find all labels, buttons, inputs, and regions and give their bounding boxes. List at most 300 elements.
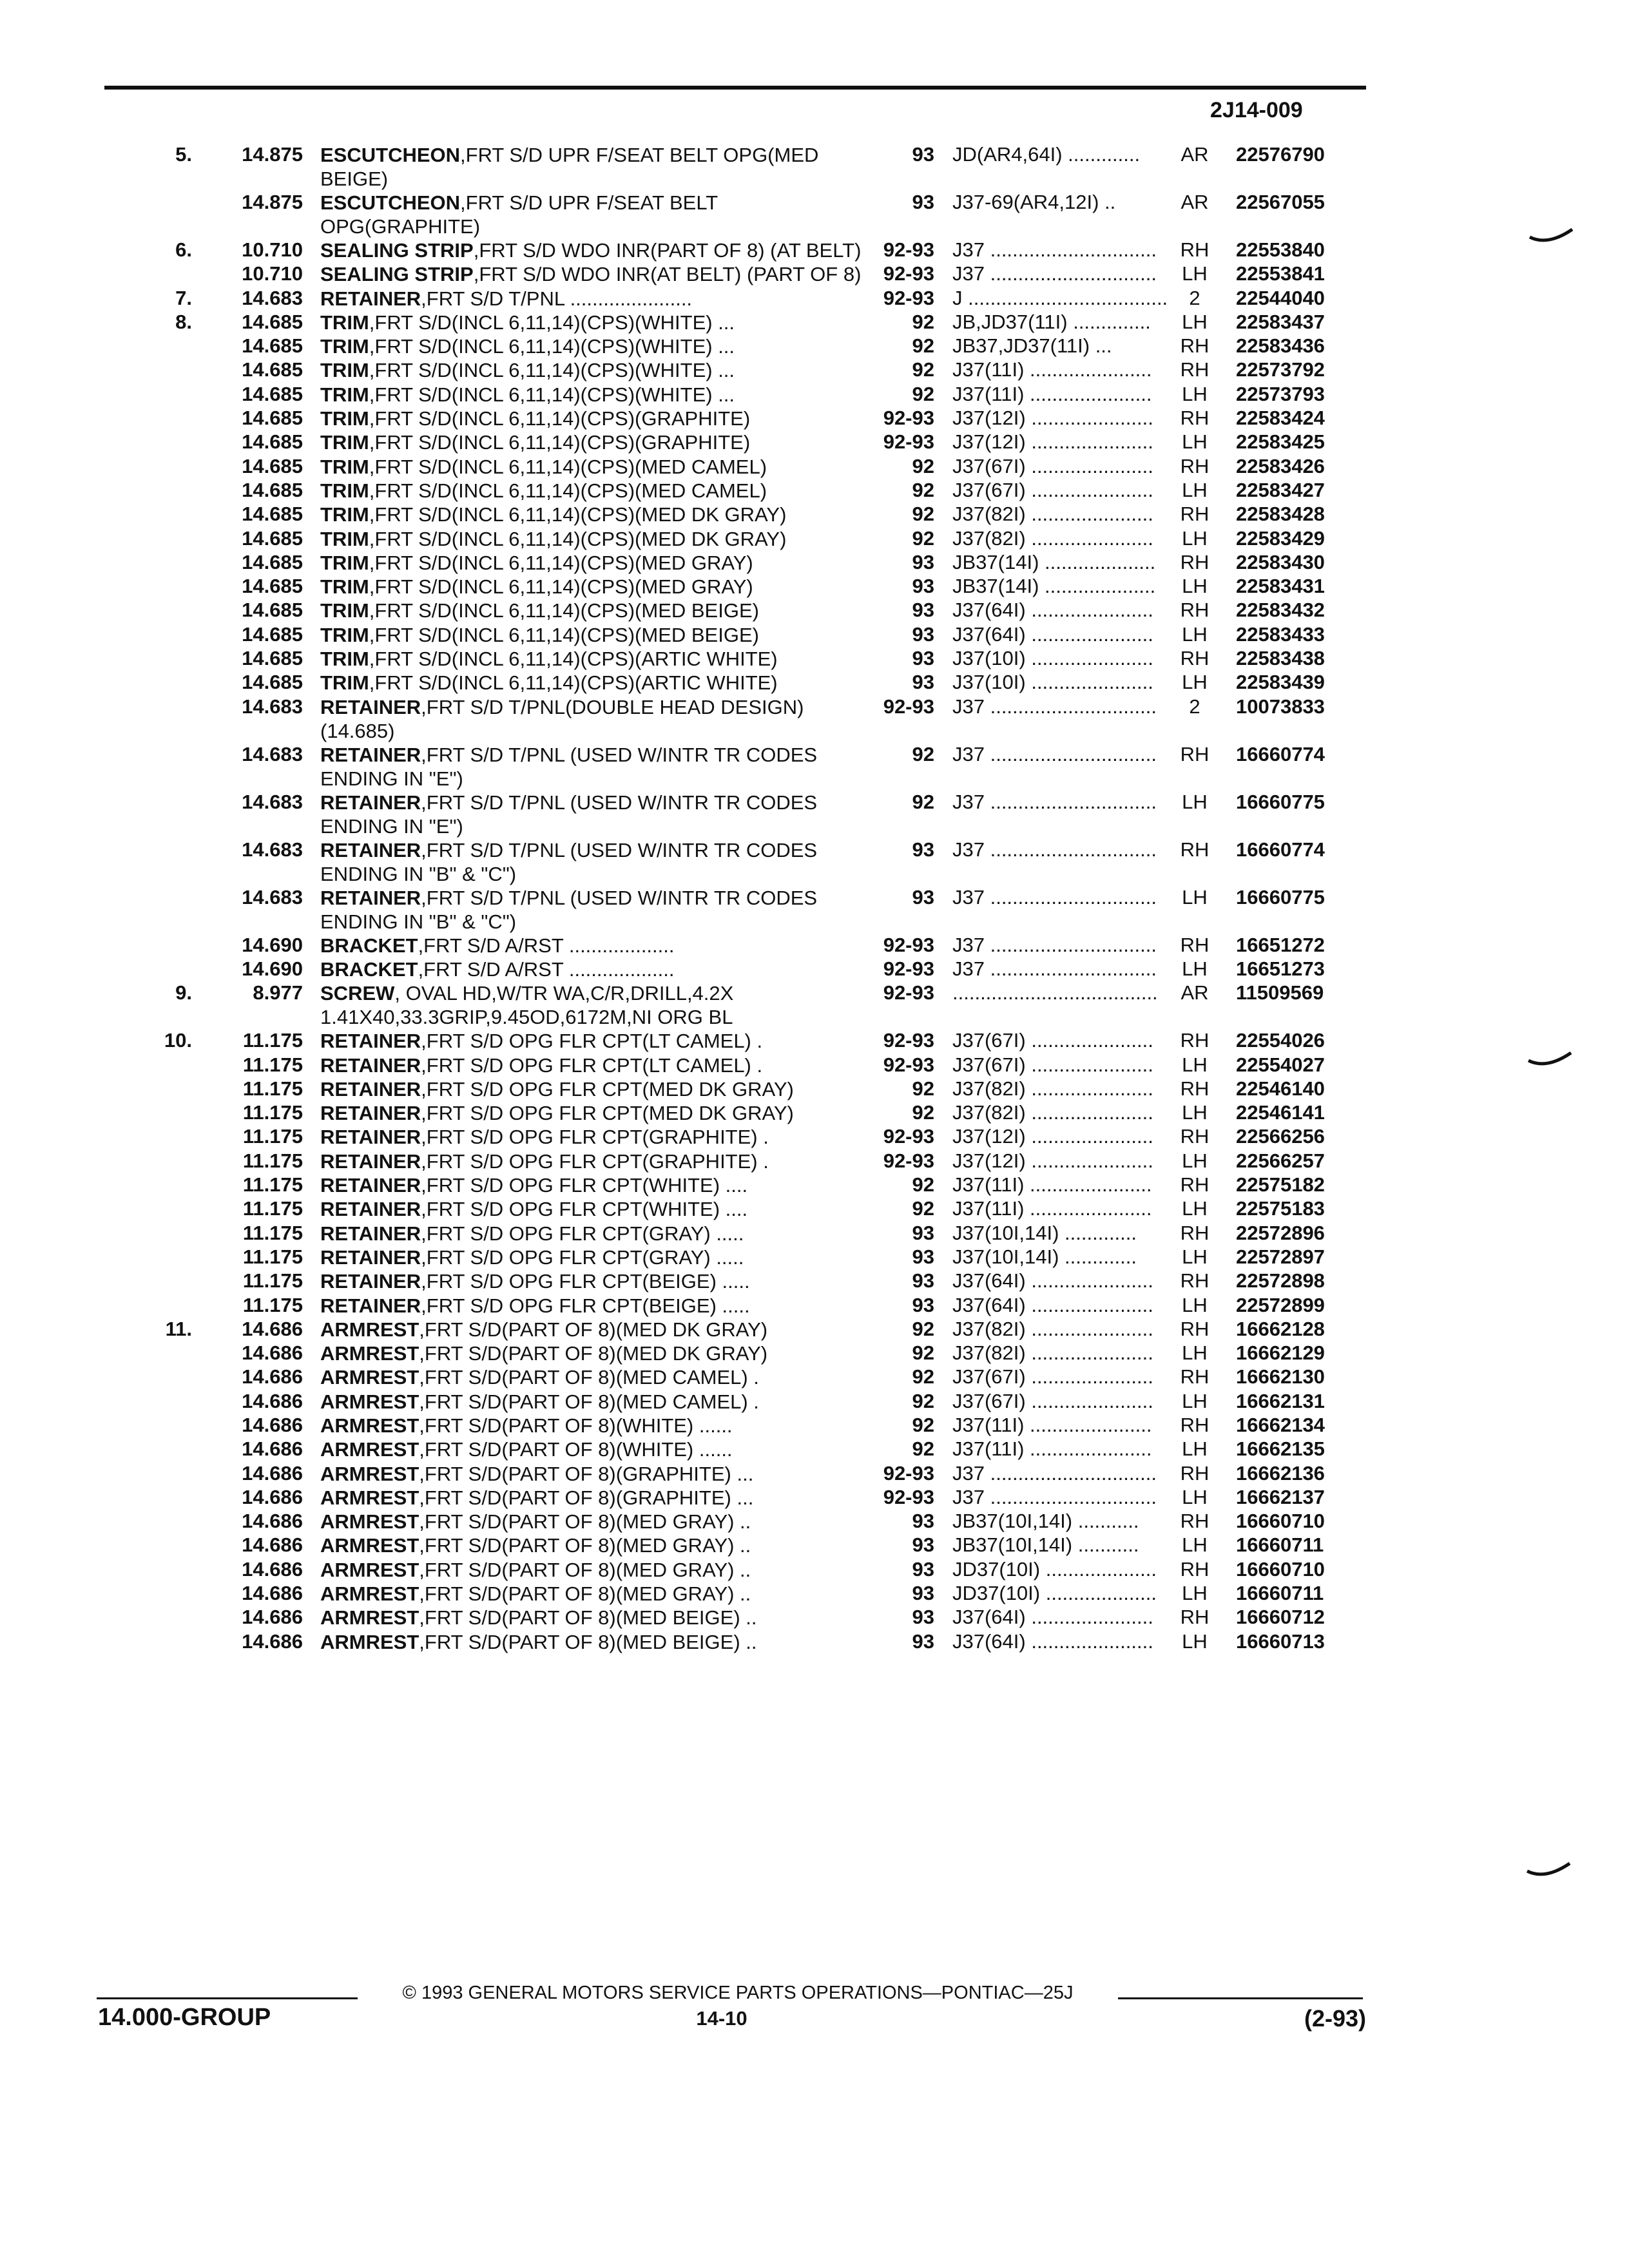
- group-number: 14.685: [242, 358, 303, 381]
- series-code: J37(11I) ......................: [952, 1437, 1152, 1461]
- series-code: J37(82I) ......................: [952, 1317, 1153, 1340]
- series-code: J37 ..............................: [952, 742, 1157, 765]
- series-code: J37(67I) ......................: [952, 1389, 1153, 1412]
- part-row: [0, 981, 1629, 1029]
- quantity: RH: [1180, 933, 1210, 956]
- part-name: RETAINER: [320, 1030, 421, 1053]
- part-number: 16651272: [1236, 933, 1325, 956]
- quantity: LH: [1182, 1437, 1208, 1461]
- part-name: ARMREST: [320, 1486, 419, 1509]
- quantity: LH: [1182, 1582, 1208, 1605]
- part-detail: ,FRT S/D(PART OF 8)(MED GRAY) ..: [419, 1534, 751, 1557]
- part-name: TRIM: [320, 431, 369, 454]
- margin-mark: [1528, 227, 1574, 246]
- part-detail: ,FRT S/D OPG FLR CPT(LT CAMEL) .: [421, 1030, 763, 1053]
- quantity: LH: [1182, 575, 1208, 598]
- series-code: JB,JD37(11I) ..............: [952, 310, 1151, 333]
- model-year: 93: [912, 1629, 934, 1653]
- part-name: RETAINER: [320, 695, 421, 718]
- quantity: LH: [1182, 310, 1208, 333]
- model-year: 93: [912, 1269, 934, 1293]
- part-number: 22572897: [1236, 1245, 1325, 1268]
- quantity: LH: [1182, 1053, 1208, 1076]
- footer-rule-right: [1118, 1997, 1363, 1999]
- series-code: J37(64I) ......................: [952, 1629, 1153, 1653]
- part-description: [320, 1077, 874, 1101]
- margin-mark: [1526, 1861, 1571, 1880]
- group-number: 14.686: [242, 1341, 303, 1365]
- part-name: TRIM: [320, 551, 369, 574]
- part-row: [0, 383, 1629, 407]
- part-row: [0, 1533, 1629, 1557]
- part-detail: ,FRT S/D(PART OF 8)(MED CAMEL) .: [419, 1390, 759, 1413]
- part-name: RETAINER: [320, 1294, 421, 1317]
- part-number: 22583436: [1236, 334, 1325, 358]
- model-year: 92: [912, 358, 934, 381]
- part-description: [320, 1437, 874, 1461]
- model-year: 93: [912, 1245, 934, 1268]
- part-description: [320, 743, 874, 791]
- part-number: 10073833: [1236, 695, 1325, 718]
- series-code: J37(12I) ......................: [952, 1149, 1153, 1172]
- part-description: [320, 1053, 874, 1077]
- part-number: 22583428: [1236, 503, 1325, 526]
- ref-number: 10.: [164, 1029, 192, 1052]
- part-number: 16660774: [1236, 742, 1325, 765]
- series-code: JB37(14I) ....................: [952, 550, 1156, 573]
- part-description: [320, 1318, 874, 1341]
- part-number: 22583429: [1236, 526, 1325, 550]
- series-code: J37 ..............................: [952, 838, 1157, 861]
- series-code: J37(82I) ......................: [952, 1077, 1153, 1100]
- part-number: 22583439: [1236, 671, 1325, 694]
- quantity: RH: [1180, 742, 1210, 765]
- part-number: 22553841: [1236, 262, 1325, 285]
- part-name: RETAINER: [320, 1126, 421, 1149]
- series-code: J37(11I) ......................: [952, 382, 1152, 405]
- part-row: [0, 1606, 1629, 1629]
- part-row: [0, 957, 1629, 981]
- model-year: 93: [912, 1606, 934, 1629]
- model-year: 92: [912, 1197, 934, 1220]
- quantity: AR: [1181, 191, 1209, 213]
- part-detail: ,FRT S/D WDO INR(PART OF 8) (AT BELT): [473, 239, 862, 262]
- part-name: TRIM: [320, 383, 369, 406]
- model-year: 92: [912, 526, 934, 550]
- part-name: RETAINER: [320, 1053, 421, 1077]
- part-row: [0, 311, 1629, 334]
- part-description: [320, 334, 874, 358]
- group-number: 11.175: [242, 1197, 303, 1220]
- series-code: JB37,JD37(11I) ...: [952, 334, 1112, 358]
- footer-page-number: 14-10: [696, 2007, 747, 2030]
- part-detail: ,FRT S/D OPG FLR CPT(WHITE) ....: [421, 1174, 748, 1197]
- part-row: [0, 695, 1629, 743]
- group-number: 14.685: [242, 550, 303, 573]
- group-number: 14.685: [242, 526, 303, 550]
- quantity: RH: [1180, 1461, 1210, 1485]
- part-name: RETAINER: [320, 287, 421, 310]
- part-detail: ,FRT S/D(PART OF 8)(WHITE) ......: [419, 1414, 733, 1437]
- part-detail: ,FRT S/D A/RST ...................: [418, 934, 675, 957]
- part-detail: ,FRT S/D(PART OF 8)(MED DK GRAY): [419, 1342, 768, 1365]
- part-description: [320, 886, 874, 934]
- part-name: ESCUTCHEON: [320, 191, 461, 214]
- model-year: 93: [912, 1221, 934, 1244]
- series-code: J37-69(AR4,12I) ..: [952, 191, 1116, 213]
- part-name: SEALING STRIP: [320, 263, 474, 286]
- part-row: [0, 1582, 1629, 1606]
- group-number: 14.875: [242, 143, 303, 166]
- group-number: 14.685: [242, 334, 303, 358]
- quantity: RH: [1180, 238, 1210, 261]
- part-description: [320, 1245, 874, 1269]
- quantity: LH: [1182, 1245, 1208, 1268]
- part-detail: ,FRT S/D(PART OF 8)(GRAPHITE) ...: [419, 1462, 754, 1485]
- model-year: 92: [912, 1365, 934, 1389]
- group-number: 14.683: [242, 742, 303, 765]
- part-name: ARMREST: [320, 1390, 419, 1413]
- quantity: RH: [1180, 1557, 1210, 1581]
- group-number: 14.683: [242, 838, 303, 861]
- model-year: 92: [912, 1389, 934, 1412]
- model-year: 93: [912, 885, 934, 908]
- part-row: [0, 1197, 1629, 1221]
- part-description: [320, 1149, 874, 1173]
- part-name: ARMREST: [320, 1534, 419, 1557]
- model-year: 92: [912, 1077, 934, 1100]
- part-row: [0, 1029, 1629, 1053]
- series-code: J37(82I) ......................: [952, 526, 1153, 550]
- series-code: J37 ..............................: [952, 790, 1157, 813]
- part-detail: ,FRT S/D OPG FLR CPT(LT CAMEL) .: [421, 1053, 763, 1077]
- part-number: 16662137: [1236, 1485, 1325, 1508]
- group-number: 14.685: [242, 647, 303, 670]
- part-name: ARMREST: [320, 1462, 419, 1485]
- quantity: LH: [1182, 885, 1208, 908]
- series-code: J37(11I) ......................: [952, 1413, 1152, 1436]
- group-number: 11.175: [242, 1149, 303, 1172]
- part-number: 16662130: [1236, 1365, 1325, 1389]
- group-number: 14.686: [242, 1629, 303, 1653]
- model-year: 92-93: [883, 1053, 934, 1076]
- model-year: 92-93: [883, 286, 934, 309]
- part-detail: ,FRT S/D(INCL 6,11,14)(CPS)(MED CAMEL): [369, 455, 767, 478]
- model-year: 92-93: [883, 407, 934, 430]
- part-row: [0, 358, 1629, 382]
- part-name: TRIM: [320, 599, 369, 622]
- group-number: 14.685: [242, 430, 303, 454]
- group-number: 11.175: [242, 1173, 303, 1196]
- series-code: J37(11I) ......................: [952, 358, 1152, 381]
- quantity: RH: [1180, 1029, 1210, 1052]
- model-year: 92: [912, 1437, 934, 1461]
- model-year: 92: [912, 1341, 934, 1365]
- part-detail: ,FRT S/D T/PNL (USED W/INTR TR CODES ENDING IN "E"): [320, 791, 818, 838]
- quantity: RH: [1180, 838, 1210, 861]
- group-number: 14.683: [242, 286, 303, 309]
- series-code: J37(67I) ......................: [952, 454, 1153, 477]
- part-description: [320, 358, 874, 382]
- part-description: [320, 503, 874, 526]
- model-year: 92-93: [883, 238, 934, 261]
- part-detail: ,FRT S/D OPG FLR CPT(WHITE) ....: [421, 1198, 748, 1221]
- part-description: [320, 695, 874, 743]
- part-description: [320, 981, 874, 1029]
- part-detail: ,FRT S/D(INCL 6,11,14)(CPS)(MED DK GRAY): [369, 503, 787, 526]
- part-name: TRIM: [320, 311, 369, 334]
- part-number: 16662134: [1236, 1413, 1325, 1436]
- part-number: 16660713: [1236, 1629, 1325, 1653]
- ref-number: 8.: [175, 310, 192, 333]
- part-number: 22583438: [1236, 647, 1325, 670]
- group-number: 14.685: [242, 622, 303, 646]
- series-code: J37 ..............................: [952, 695, 1157, 718]
- part-number: 16660710: [1236, 1557, 1325, 1581]
- part-number: 16660775: [1236, 885, 1325, 908]
- model-year: 92-93: [883, 957, 934, 980]
- model-year: 92-93: [883, 981, 934, 1004]
- footer-date: (2-93): [1304, 2005, 1366, 2032]
- part-row: [0, 1558, 1629, 1582]
- model-year: 92-93: [883, 1125, 934, 1148]
- part-name: ARMREST: [320, 1318, 419, 1341]
- part-detail: ,FRT S/D(PART OF 8)(MED GRAY) ..: [419, 1558, 751, 1581]
- quantity: RH: [1180, 1606, 1210, 1629]
- part-name: TRIM: [320, 671, 369, 695]
- group-number: 8.977: [253, 981, 303, 1004]
- part-description: [320, 1365, 874, 1389]
- quantity: RH: [1180, 1413, 1210, 1436]
- model-year: 92: [912, 382, 934, 405]
- part-name: ARMREST: [320, 1438, 419, 1461]
- part-detail: ,FRT S/D(INCL 6,11,14)(CPS)(MED BEIGE): [369, 599, 759, 622]
- series-code: J37(67I) ......................: [952, 1029, 1153, 1052]
- group-number: 14.686: [242, 1389, 303, 1412]
- quantity: LH: [1182, 957, 1208, 980]
- footer-copyright: © 1993 GENERAL MOTORS SERVICE PARTS OPERATIONS—PONTIAC—25J: [402, 1983, 1074, 2003]
- part-number: 22573792: [1236, 358, 1325, 381]
- quantity: LH: [1182, 622, 1208, 646]
- parts-list: [0, 143, 1629, 1654]
- series-code: J37(67I) ......................: [952, 1365, 1153, 1389]
- part-row: [0, 455, 1629, 479]
- margin-mark: [1527, 1050, 1572, 1070]
- group-number: 14.685: [242, 382, 303, 405]
- model-year: 92-93: [883, 1029, 934, 1052]
- quantity: RH: [1180, 334, 1210, 358]
- part-description: [320, 1510, 874, 1533]
- part-description: [320, 1486, 874, 1510]
- series-code: J37 ..............................: [952, 957, 1157, 980]
- part-number: 22572898: [1236, 1269, 1325, 1293]
- ref-number: 9.: [175, 981, 192, 1004]
- series-code: J37(10I) ......................: [952, 647, 1153, 670]
- group-number: 14.683: [242, 885, 303, 908]
- model-year: 92: [912, 742, 934, 765]
- quantity: LH: [1182, 526, 1208, 550]
- model-year: 92-93: [883, 1461, 934, 1485]
- part-name: ARMREST: [320, 1582, 419, 1606]
- quantity: 2: [1189, 695, 1200, 718]
- quantity: 2: [1189, 286, 1200, 309]
- series-code: J37(10I) ......................: [952, 671, 1153, 694]
- part-name: ARMREST: [320, 1510, 419, 1533]
- footer-rule-left: [97, 1997, 358, 1999]
- part-detail: ,FRT S/D UPR F/SEAT BELT OPG(MED BEIGE): [320, 144, 819, 190]
- part-row: [0, 743, 1629, 791]
- part-detail: ,FRT S/D(PART OF 8)(WHITE) ......: [419, 1438, 733, 1461]
- model-year: 93: [912, 550, 934, 573]
- part-number: 16651273: [1236, 957, 1325, 980]
- part-row: [0, 1269, 1629, 1293]
- model-year: 93: [912, 575, 934, 598]
- model-year: 92-93: [883, 262, 934, 285]
- part-row: [0, 407, 1629, 430]
- part-name: TRIM: [320, 479, 369, 502]
- part-number: 22583431: [1236, 575, 1325, 598]
- group-number: 14.683: [242, 695, 303, 718]
- part-name: RETAINER: [320, 791, 421, 814]
- group-number: 10.710: [242, 262, 303, 285]
- part-row: [0, 1053, 1629, 1077]
- part-detail: ,FRT S/D T/PNL ......................: [421, 287, 693, 310]
- group-number: 11.175: [242, 1125, 303, 1148]
- quantity: LH: [1182, 1293, 1208, 1316]
- quantity: RH: [1180, 1077, 1210, 1100]
- series-code: J37(67I) ......................: [952, 478, 1153, 501]
- quantity: LH: [1182, 1389, 1208, 1412]
- part-description: [320, 407, 874, 430]
- part-description: [320, 623, 874, 647]
- series-code: J37(64I) ......................: [952, 1606, 1153, 1629]
- part-number: 22546141: [1236, 1101, 1325, 1124]
- part-name: RETAINER: [320, 1198, 421, 1221]
- group-number: 14.686: [242, 1365, 303, 1389]
- series-code: JB37(10I,14I) ...........: [952, 1533, 1139, 1557]
- part-detail: ,FRT S/D UPR F/SEAT BELT OPG(GRAPHITE): [320, 191, 718, 238]
- part-number: 16662129: [1236, 1341, 1325, 1365]
- quantity: RH: [1180, 1317, 1210, 1340]
- ref-number: 7.: [175, 286, 192, 309]
- part-detail: ,FRT S/D(PART OF 8)(MED CAMEL) .: [419, 1366, 759, 1389]
- part-description: [320, 238, 874, 262]
- part-description: [320, 527, 874, 551]
- page-code: 2J14-009: [1210, 98, 1303, 122]
- part-detail: ,FRT S/D(INCL 6,11,14)(CPS)(GRAPHITE): [369, 407, 751, 430]
- part-number: 22583430: [1236, 550, 1325, 573]
- part-row: [0, 1101, 1629, 1125]
- quantity: LH: [1182, 1149, 1208, 1172]
- group-number: 14.685: [242, 575, 303, 598]
- series-code: J37(64I) ......................: [952, 1269, 1153, 1293]
- group-number: 11.175: [242, 1293, 303, 1316]
- group-number: 14.685: [242, 407, 303, 430]
- series-code: J37 ..............................: [952, 1485, 1157, 1508]
- part-detail: ,FRT S/D OPG FLR CPT(MED DK GRAY): [421, 1102, 794, 1125]
- part-description: [320, 311, 874, 334]
- part-row: [0, 503, 1629, 526]
- group-number: 11.175: [242, 1029, 303, 1052]
- part-description: [320, 838, 874, 886]
- part-detail: ,FRT S/D OPG FLR CPT(BEIGE) .....: [421, 1294, 750, 1317]
- part-name: ARMREST: [320, 1366, 419, 1389]
- part-description: [320, 1294, 874, 1318]
- part-name: TRIM: [320, 455, 369, 478]
- part-name: RETAINER: [320, 1077, 421, 1100]
- part-detail: ,FRT S/D(PART OF 8)(MED DK GRAY): [419, 1318, 768, 1341]
- part-description: [320, 1606, 874, 1629]
- ref-number: 5.: [175, 143, 192, 166]
- part-number: 22544040: [1236, 286, 1325, 309]
- part-number: 16662136: [1236, 1461, 1325, 1485]
- part-detail: ,FRT S/D(INCL 6,11,14)(CPS)(WHITE) ...: [369, 311, 735, 334]
- part-name: TRIM: [320, 407, 369, 430]
- part-name: ARMREST: [320, 1630, 419, 1653]
- part-row: [0, 479, 1629, 503]
- series-code: J37 ..............................: [952, 238, 1157, 261]
- series-code: J37 ..............................: [952, 885, 1157, 908]
- quantity: LH: [1182, 1341, 1208, 1365]
- part-detail: ,FRT S/D T/PNL (USED W/INTR TR CODES ENDING IN "E"): [320, 743, 818, 790]
- part-row: [0, 551, 1629, 575]
- model-year: 92: [912, 334, 934, 358]
- part-detail: ,FRT S/D(PART OF 8)(MED BEIGE) ..: [419, 1606, 757, 1629]
- part-detail: ,FRT S/D(INCL 6,11,14)(CPS)(WHITE) ...: [369, 383, 735, 406]
- part-description: [320, 262, 874, 286]
- model-year: 92: [912, 1101, 934, 1124]
- series-code: J ....................................: [952, 286, 1168, 309]
- model-year: 93: [912, 1582, 934, 1605]
- part-detail: ,FRT S/D T/PNL(DOUBLE HEAD DESIGN)(14.685): [320, 695, 804, 742]
- series-code: J37(82I) ......................: [952, 1101, 1153, 1124]
- part-number: 22583427: [1236, 478, 1325, 501]
- part-row: [0, 671, 1629, 695]
- part-row: [0, 1318, 1629, 1341]
- group-number: 14.686: [242, 1510, 303, 1533]
- part-description: [320, 791, 874, 838]
- part-name: RETAINER: [320, 1245, 421, 1269]
- part-detail: ,FRT S/D(INCL 6,11,14)(CPS)(MED GRAY): [369, 575, 753, 599]
- part-description: [320, 1173, 874, 1197]
- part-detail: ,FRT S/D(PART OF 8)(MED GRAY) ..: [419, 1582, 751, 1606]
- part-name: TRIM: [320, 503, 369, 526]
- group-number: 11.175: [242, 1101, 303, 1124]
- part-number: 22573793: [1236, 382, 1325, 405]
- part-description: [320, 383, 874, 407]
- part-detail: ,FRT S/D(INCL 6,11,14)(CPS)(MED DK GRAY): [369, 527, 787, 550]
- part-description: [320, 1341, 874, 1365]
- part-description: [320, 1125, 874, 1149]
- model-year: 92: [912, 1413, 934, 1436]
- part-detail: ,FRT S/D OPG FLR CPT(MED DK GRAY): [421, 1077, 794, 1100]
- part-name: RETAINER: [320, 1149, 421, 1173]
- group-number: 14.683: [242, 790, 303, 813]
- part-name: SCREW: [320, 982, 395, 1005]
- series-code: J37(10I,14I) .............: [952, 1221, 1137, 1244]
- part-description: [320, 455, 874, 479]
- group-number: 14.685: [242, 454, 303, 477]
- series-code: J37(64I) ......................: [952, 622, 1153, 646]
- part-number: 22575182: [1236, 1173, 1325, 1196]
- model-year: 92-93: [883, 430, 934, 454]
- part-detail: ,FRT S/D T/PNL (USED W/INTR TR CODES ENDING IN "B" & "C"): [320, 886, 818, 933]
- part-detail: ,FRT S/D T/PNL (USED W/INTR TR CODES ENDING IN "B" & "C"): [320, 838, 818, 885]
- part-number: 22583425: [1236, 430, 1325, 454]
- group-number: 14.685: [242, 671, 303, 694]
- part-number: 16660775: [1236, 790, 1325, 813]
- model-year: 93: [912, 838, 934, 861]
